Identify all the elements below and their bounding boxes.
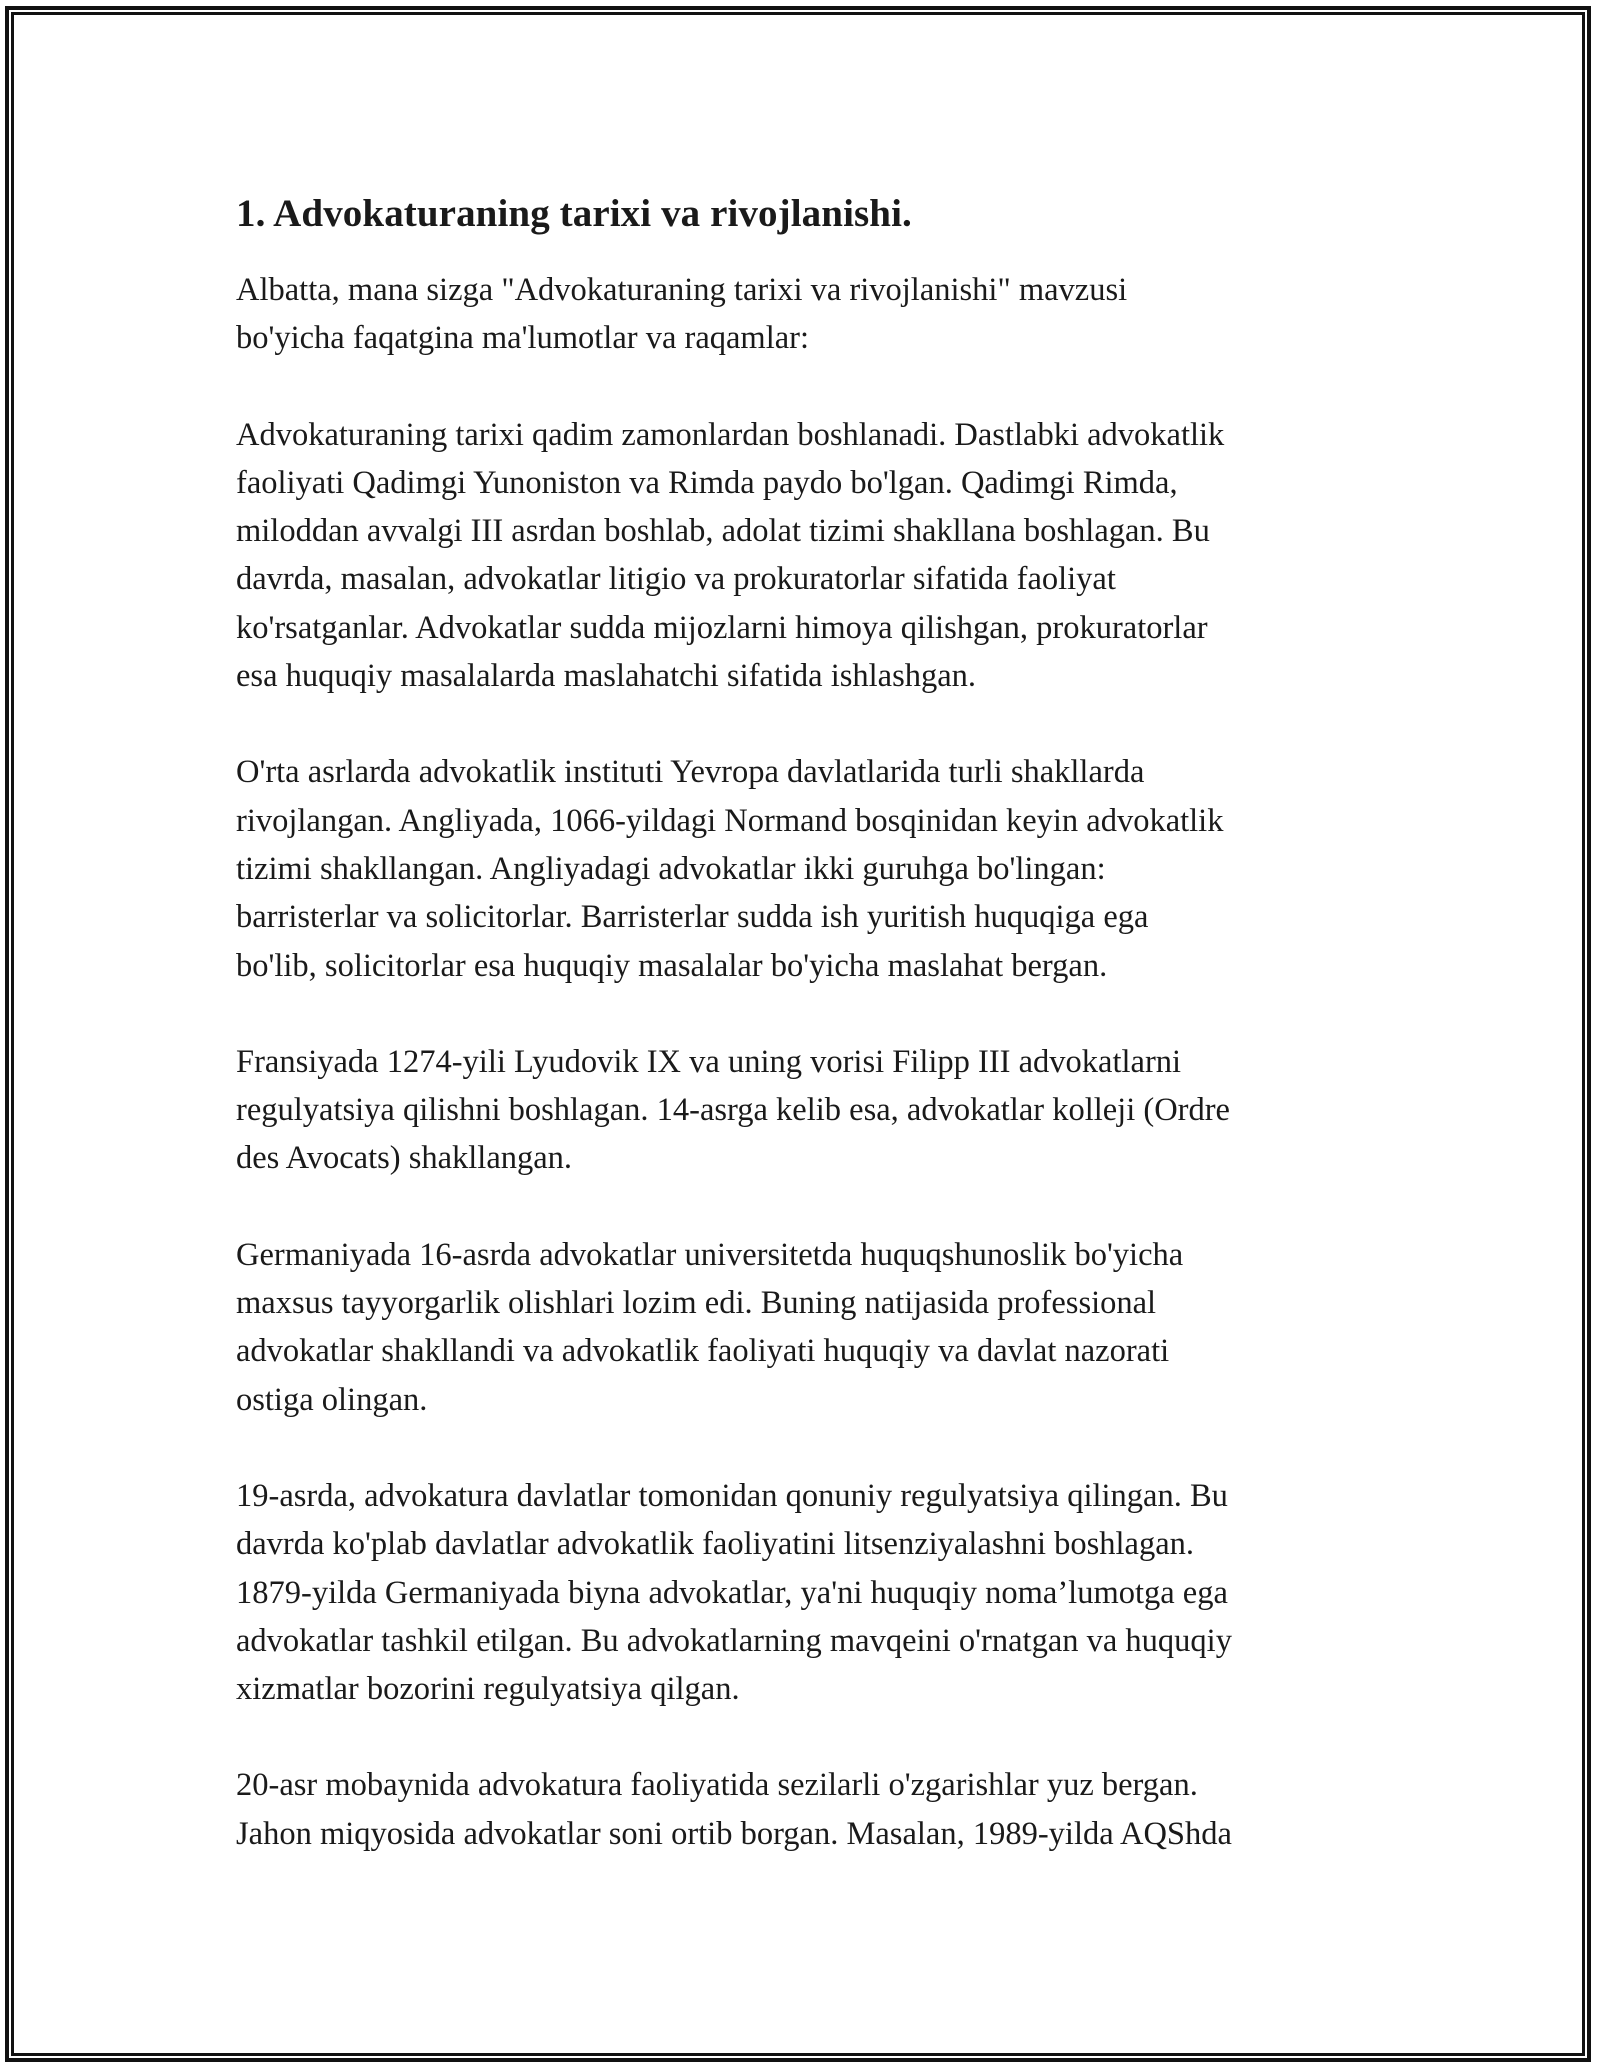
section-title: 1. Advokaturaning tarixi va rivojlanishi. [236, 192, 912, 235]
paragraph-ancient-history: Advokaturaning tarixi qadim zamonlardan boshlanadi. Dastlabki advokatlik faoliyati Qadimgi Yunoniston va Rimda paydo bo'lgan. Qadimgi Rimda, miloddan avvalgi III asrdan boshlab, adolat tizimi shakllana boshlagan. Bu davrda, masalan, advokatlar litigio va prokuratorlar sifatida faoliyat ko'rsatganlar. Advokatlar sudda mijozlarni himoya qilishgan, prokuratorlar esa huquqiy masalalarda maslahatchi sifatida ishlashgan. [236, 416, 1225, 695]
paragraph-20th-century: 20-asr mobaynida advokatura faoliyatida sezilarli o'zgarishlar yuz bergan. Jahon miqyosida advokatlar soni ortib borgan. Masalan, 1989-yilda AQShda [236, 1767, 1232, 1852]
paragraph-germany: Germaniyada 16-asrda advokatlar universitetda huquqshunoslik bo'yicha maxsus tayyorgarlik olishlari lozim edi. Buning natijasida professional advokatlar shakllandi va advokatlik faoliyati huquqiy va davlat nazorati ostiga olingan. [236, 1236, 1184, 1418]
document-body [236, 188, 1376, 1906]
paragraph-middle-ages: O'rta asrlarda advokatlik instituti Yevropa davlatlarida turli shakllarda rivojlangan. Angliyada, 1066-yildagi Normand bosqinidan keyin advokatlik tizimi shakllangan. Angliyadagi advokatlar ikki guruhga bo'lingan: barristerlar va solicitorlar. Barristerlar sudda ish yuritish huquqiga ega bo'lib, solicitorlar esa huquqiy masalalar bo'yicha maslahat bergan. [236, 754, 1224, 984]
paragraph-19th-century: 19-asrda, advokatura davlatlar tomonidan qonuniy regulyatsiya qilingan. Bu davrda ko'plab davlatlar advokatlik faoliyatini litsenziyalashni boshlagan. 1879-yilda Germaniyada biyna advokatlar, ya'ni huquqiy noma’lumotga ega advokatlar tashkil etilgan. Bu advokatlarning mavqeini o'rnatgan va huquqiy xizmatlar bozorini regulyatsiya qilgan. [236, 1477, 1232, 1708]
paragraph-intro: Albatta, mana sizga "Advokaturaning tarixi va rivojlanishi" mavzusi bo'yicha faqatgina ma'lumotlar va raqamlar: [236, 272, 1128, 357]
paragraph-france: Fransiyada 1274-yili Lyudovik IX va uning vorisi Filipp III advokatlarni regulyatsiya qilishni boshlagan. 14-asrga kelib esa, advokatlar kolleji (Ordre des Avocats) shakllangan. [236, 1043, 1230, 1177]
